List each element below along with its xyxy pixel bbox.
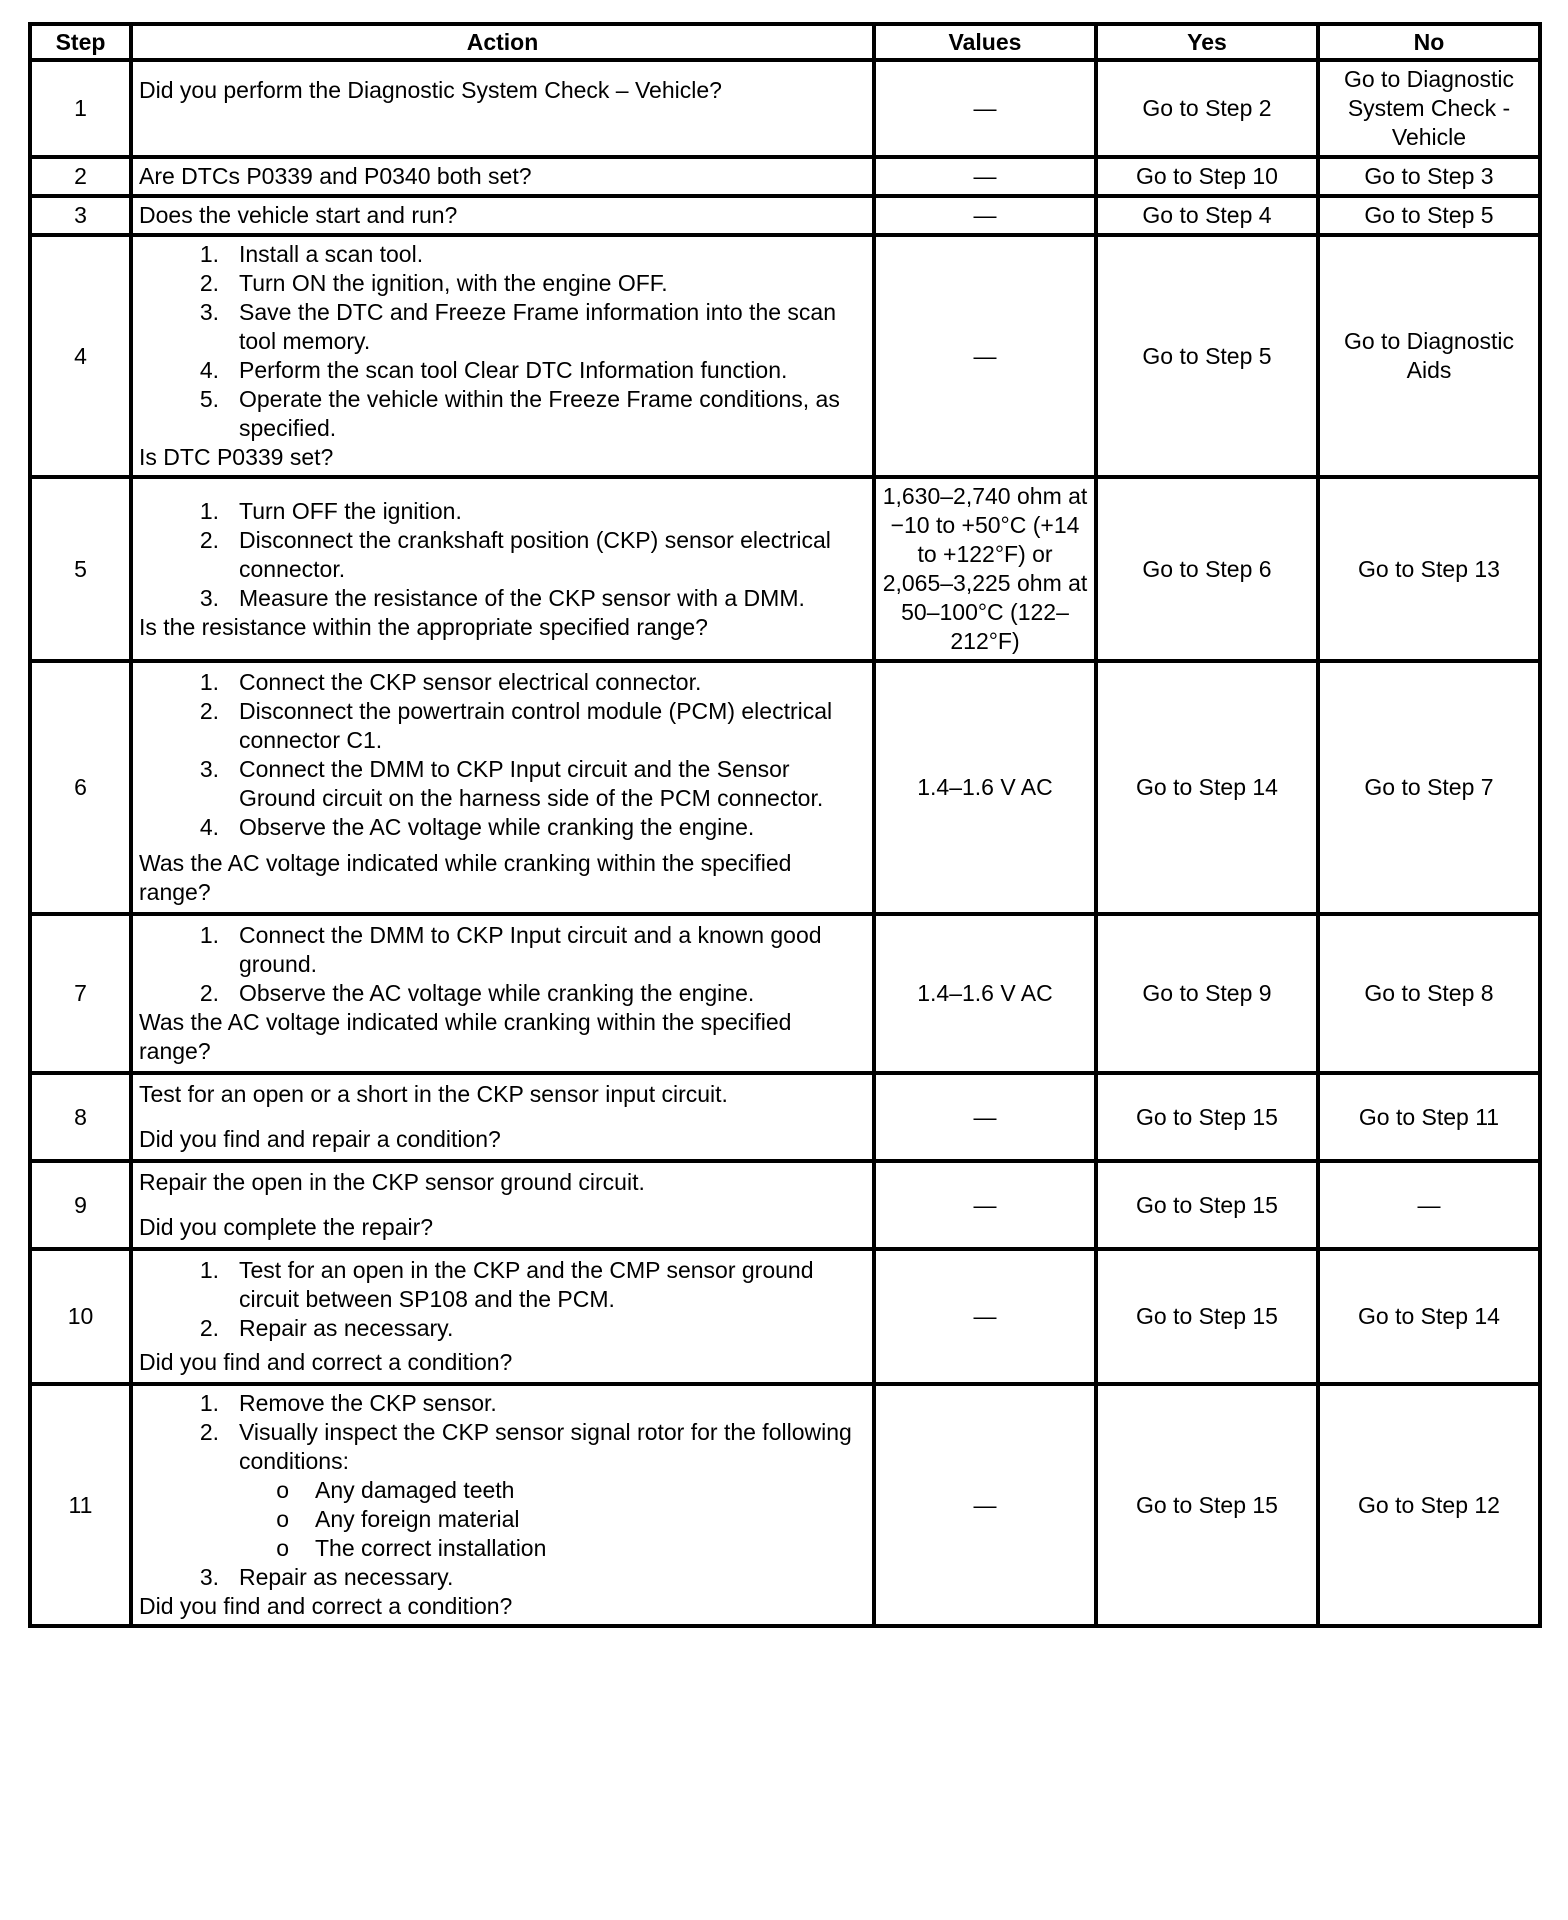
step-index: 3.	[199, 584, 219, 611]
action-cell	[131, 661, 874, 914]
action-top	[139, 76, 866, 105]
yes-cell: Go to Step 10	[1096, 157, 1318, 196]
step-text: Measure the resistance of the CKP sensor with a DMM.	[239, 584, 805, 611]
values-cell: —	[874, 1249, 1096, 1384]
action-question: Was the AC voltage indicated while cranking within the specified range?	[139, 1009, 792, 1064]
step-index: 3.	[199, 299, 219, 325]
action-content	[139, 201, 866, 230]
step-text-wrap	[239, 584, 866, 613]
action-top	[139, 497, 866, 613]
no-cell: Go to Step 11	[1318, 1073, 1540, 1161]
action-step	[139, 1256, 866, 1314]
step-index: 2.	[199, 1419, 219, 1445]
step-text: Observe the AC voltage while cranking the engine.	[239, 814, 755, 840]
no-cell: —	[1318, 1161, 1540, 1249]
step-text-wrap	[239, 1563, 866, 1592]
header-no: No	[1318, 24, 1540, 60]
action-step	[139, 298, 866, 356]
step-index: 2.	[199, 270, 219, 296]
yes-cell: Go to Step 15	[1096, 1073, 1318, 1161]
table-row	[30, 157, 1540, 196]
table-row	[30, 1384, 1540, 1626]
step-text: Perform the scan tool Clear DTC Information function.	[239, 357, 788, 383]
action-step	[139, 269, 866, 298]
header-yes: Yes	[1096, 24, 1318, 60]
no-cell: Go to Step 14	[1318, 1249, 1540, 1384]
yes-cell: Go to Step 2	[1096, 60, 1318, 157]
step-text: Operate the vehicle within the Freeze Frame conditions, as specified.	[239, 386, 840, 441]
step-text-wrap	[239, 356, 866, 385]
no-cell: Go to Step 12	[1318, 1384, 1540, 1626]
step-index: 2.	[199, 698, 219, 724]
step-number: 2	[30, 157, 131, 196]
action-content	[139, 1389, 866, 1621]
bullet-marker: o	[276, 1535, 289, 1561]
step-index: 4.	[199, 814, 219, 840]
action-top	[139, 240, 866, 443]
action-content	[139, 76, 866, 142]
table-row	[30, 1073, 1540, 1161]
no-cell: Go to Step 5	[1318, 196, 1540, 235]
action-step	[139, 755, 866, 813]
table-row	[30, 477, 1540, 661]
action-top	[139, 1080, 866, 1109]
step-text: Repair as necessary.	[239, 1564, 454, 1590]
step-index: 1.	[199, 922, 219, 948]
step-index: 4.	[199, 357, 219, 383]
sub-condition	[139, 1476, 866, 1505]
action-steps-list	[139, 668, 866, 842]
step-text-wrap	[239, 1314, 866, 1343]
no-cell: Go to Step 7	[1318, 661, 1540, 914]
step-text-wrap	[239, 385, 866, 443]
action-instruction: Repair the open in the CKP sensor ground circuit.	[139, 1169, 645, 1195]
sub-condition	[139, 1534, 866, 1563]
action-cell	[131, 1073, 874, 1161]
step-text-wrap	[239, 697, 866, 755]
action-cell	[131, 196, 874, 235]
table-row	[30, 914, 1540, 1073]
step-text-wrap	[239, 240, 866, 269]
action-step	[139, 979, 866, 1008]
action-question: Was the AC voltage indicated while cranking within the specified range?	[139, 850, 792, 905]
yes-cell: Go to Step 14	[1096, 661, 1318, 914]
step-text: Connect the DMM to CKP Input circuit and the Sensor Ground circuit on the harness side of the PCM connector.	[239, 756, 824, 811]
action-top	[139, 1168, 866, 1197]
step-index: 2.	[199, 1315, 219, 1341]
step-number: 5	[30, 477, 131, 661]
action-content	[139, 1168, 866, 1242]
yes-cell: Go to Step 15	[1096, 1249, 1318, 1384]
step-text: Repair as necessary.	[239, 1315, 454, 1341]
values-cell: —	[874, 1384, 1096, 1626]
step-text: Test for an open in the CKP and the CMP sensor ground circuit between SP108 and the PCM.	[239, 1257, 814, 1312]
step-text: Disconnect the crankshaft position (CKP) sensor electrical connector.	[239, 526, 831, 582]
action-step	[139, 526, 866, 584]
step-text-wrap	[239, 813, 866, 842]
yes-cell: Go to Step 15	[1096, 1161, 1318, 1249]
no-cell: Go to Diagnostic Aids	[1318, 235, 1540, 477]
step-text: Connect the CKP sensor electrical connector.	[239, 669, 702, 695]
step-number: 3	[30, 196, 131, 235]
table-row	[30, 60, 1540, 157]
values-cell: 1.4–1.6 V AC	[874, 914, 1096, 1073]
values-cell: —	[874, 157, 1096, 196]
table-header	[30, 24, 1540, 60]
step-text: Observe the AC voltage while cranking the engine.	[239, 980, 755, 1006]
step-text: Disconnect the powertrain control module (PCM) electrical connector C1.	[239, 698, 833, 753]
step-text-wrap	[239, 668, 866, 697]
values-cell: —	[874, 1073, 1096, 1161]
action-steps-list	[139, 1389, 866, 1592]
table-row	[30, 235, 1540, 477]
step-text-wrap	[239, 921, 866, 979]
action-step	[139, 584, 866, 613]
action-instruction: Are DTCs P0339 and P0340 both set?	[139, 163, 532, 189]
step-number: 11	[30, 1384, 131, 1626]
step-index: 5.	[199, 386, 219, 412]
values-cell: —	[874, 1161, 1096, 1249]
bullet-marker: o	[276, 1506, 289, 1532]
action-content	[139, 497, 866, 642]
action-step	[139, 385, 866, 443]
action-question: Did you complete the repair?	[139, 1214, 434, 1240]
sub-condition-text: The correct installation	[315, 1535, 547, 1561]
no-cell: Go to Step 13	[1318, 477, 1540, 661]
step-index: 1.	[199, 1257, 219, 1283]
values-cell: —	[874, 196, 1096, 235]
header-action: Action	[131, 24, 874, 60]
step-number: 9	[30, 1161, 131, 1249]
step-number: 6	[30, 661, 131, 914]
action-top	[139, 668, 866, 842]
sub-condition-list	[139, 1476, 866, 1563]
step-text: Save the DTC and Freeze Frame information into the scan tool memory.	[239, 299, 837, 354]
step-text-wrap	[239, 497, 866, 526]
action-step	[139, 356, 866, 385]
step-index: 1.	[199, 497, 219, 524]
action-steps-list	[139, 240, 866, 443]
action-step	[139, 921, 866, 979]
step-text-wrap	[239, 1389, 866, 1418]
action-cell	[131, 235, 874, 477]
step-text-wrap	[239, 298, 866, 356]
action-instruction: Does the vehicle start and run?	[139, 202, 458, 228]
step-text-wrap	[239, 979, 866, 1008]
step-index: 3.	[199, 1564, 219, 1590]
no-cell: Go to Step 8	[1318, 914, 1540, 1073]
values-cell: —	[874, 60, 1096, 157]
step-text-wrap	[239, 1418, 866, 1476]
action-content	[139, 162, 866, 191]
action-steps-list	[139, 1256, 866, 1343]
values-cell: 1,630–2,740 ohm at −10 to +50°C (+14 to +122°F) or 2,065–3,225 ohm at 50–100°C (122–212°F)	[874, 477, 1096, 661]
table-row	[30, 196, 1540, 235]
action-step	[139, 497, 866, 526]
values-cell: —	[874, 235, 1096, 477]
yes-cell: Go to Step 4	[1096, 196, 1318, 235]
action-cell	[131, 914, 874, 1073]
step-number: 7	[30, 914, 131, 1073]
action-content	[139, 921, 866, 1066]
step-text-wrap	[239, 269, 866, 298]
action-top	[139, 162, 866, 191]
step-text: Remove the CKP sensor.	[239, 1390, 497, 1416]
yes-cell: Go to Step 6	[1096, 477, 1318, 661]
action-top	[139, 1256, 866, 1343]
step-text: Connect the DMM to CKP Input circuit and a known good ground.	[239, 922, 822, 977]
action-content	[139, 668, 866, 907]
step-index: 1.	[199, 669, 219, 695]
action-instruction: Did you perform the Diagnostic System Check – Vehicle?	[139, 76, 722, 103]
action-cell	[131, 477, 874, 661]
table-row	[30, 1249, 1540, 1384]
table-row	[30, 661, 1540, 914]
action-question: Did you find and repair a condition?	[139, 1126, 501, 1152]
action-step	[139, 668, 866, 697]
no-cell: Go to Step 3	[1318, 157, 1540, 196]
table-row	[30, 1161, 1540, 1249]
sub-condition-text: Any foreign material	[315, 1506, 520, 1532]
action-step	[139, 1563, 866, 1592]
action-question: Did you find and correct a condition?	[139, 1349, 513, 1375]
action-cell	[131, 60, 874, 157]
yes-cell: Go to Step 5	[1096, 235, 1318, 477]
action-step	[139, 1314, 866, 1343]
step-text: Turn ON the ignition, with the engine OFF.	[239, 270, 668, 296]
no-cell: Go to Diagnostic System Check - Vehicle	[1318, 60, 1540, 157]
action-cell	[131, 1249, 874, 1384]
step-text-wrap	[239, 526, 866, 584]
step-index: 3.	[199, 756, 219, 782]
step-index: 2.	[199, 980, 219, 1006]
step-number: 8	[30, 1073, 131, 1161]
yes-cell: Go to Step 15	[1096, 1384, 1318, 1626]
values-cell: 1.4–1.6 V AC	[874, 661, 1096, 914]
action-cell	[131, 1384, 874, 1626]
action-content	[139, 1080, 866, 1154]
diagnostic-table	[28, 22, 1542, 1628]
header-step: Step	[30, 24, 131, 60]
action-question: Is DTC P0339 set?	[139, 444, 334, 470]
action-steps-list	[139, 497, 866, 613]
action-step	[139, 1418, 866, 1476]
step-index: 2.	[199, 526, 219, 553]
action-step	[139, 240, 866, 269]
action-content	[139, 1256, 866, 1377]
action-cell	[131, 1161, 874, 1249]
action-step	[139, 1389, 866, 1418]
step-index: 1.	[199, 1390, 219, 1416]
step-text: Visually inspect the CKP sensor signal rotor for the following conditions:	[239, 1419, 852, 1474]
sub-condition	[139, 1505, 866, 1534]
header-row	[30, 24, 1540, 60]
bullet-marker: o	[276, 1477, 289, 1503]
yes-cell: Go to Step 9	[1096, 914, 1318, 1073]
action-content	[139, 240, 866, 472]
header-values: Values	[874, 24, 1096, 60]
step-number: 10	[30, 1249, 131, 1384]
table-body	[30, 60, 1540, 1626]
action-top	[139, 201, 866, 230]
step-index: 1.	[199, 241, 219, 267]
step-text: Turn OFF the ignition.	[239, 497, 462, 524]
sub-condition-text: Any damaged teeth	[315, 1477, 515, 1503]
action-question: Did you find and correct a condition?	[139, 1593, 513, 1619]
step-number: 4	[30, 235, 131, 477]
step-number: 1	[30, 60, 131, 157]
step-text-wrap	[239, 1256, 866, 1314]
step-text-wrap	[239, 755, 866, 813]
action-top	[139, 1389, 866, 1592]
action-instruction: Test for an open or a short in the CKP sensor input circuit.	[139, 1081, 728, 1107]
action-top	[139, 921, 866, 1008]
action-cell	[131, 157, 874, 196]
action-steps-list	[139, 921, 866, 1008]
action-step	[139, 813, 866, 842]
step-text: Install a scan tool.	[239, 241, 424, 267]
action-question: Is the resistance within the appropriate specified range?	[139, 613, 708, 640]
action-step	[139, 697, 866, 755]
